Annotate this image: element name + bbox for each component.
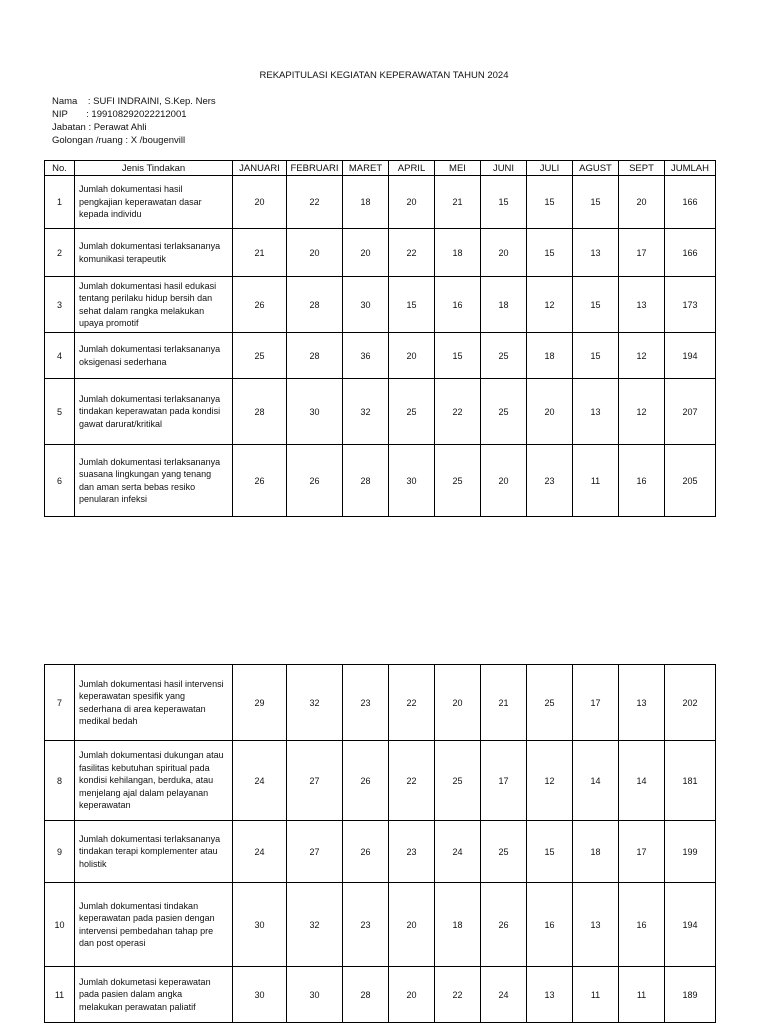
header-maret: MARET <box>343 161 389 176</box>
row-month-value: 25 <box>481 379 527 445</box>
row-total: 205 <box>665 445 716 517</box>
row-month-value: 18 <box>573 821 619 883</box>
row-month-value: 13 <box>619 665 665 741</box>
table-row <box>45 445 716 517</box>
row-month-value: 13 <box>573 379 619 445</box>
row-month-value: 24 <box>233 741 287 821</box>
table-row <box>45 379 716 445</box>
header-mei: MEI <box>435 161 481 176</box>
row-month-value: 25 <box>389 379 435 445</box>
row-month-value: 30 <box>389 445 435 517</box>
header-jumlah: JUMLAH <box>665 161 716 176</box>
row-number: 1 <box>45 176 75 229</box>
header-agust: AGUST <box>573 161 619 176</box>
row-description: Jumlah dokumentasi dukungan atau fasilitas kebutuhan spiritual pada kondisi kehilangan, berduka, atau menjelang ajal dalam pelayanan keperawatan <box>75 741 233 821</box>
row-month-value: 28 <box>287 333 343 379</box>
row-month-value: 21 <box>481 665 527 741</box>
row-month-value: 21 <box>233 229 287 277</box>
row-month-value: 23 <box>343 665 389 741</box>
table-row <box>45 176 716 229</box>
row-month-value: 20 <box>527 379 573 445</box>
row-month-value: 23 <box>389 821 435 883</box>
row-number: 10 <box>45 883 75 967</box>
info-nip: NIP : 199108292022212001 <box>52 109 187 120</box>
header-januari: JANUARI <box>233 161 287 176</box>
info-jabatan: Jabatan : Perawat Ahli <box>52 122 147 133</box>
row-month-value: 13 <box>619 277 665 333</box>
employee-info <box>52 95 216 147</box>
row-number: 5 <box>45 379 75 445</box>
row-month-value: 20 <box>435 665 481 741</box>
row-month-value: 22 <box>435 967 481 1023</box>
row-total: 166 <box>665 176 716 229</box>
row-month-value: 18 <box>343 176 389 229</box>
row-total: 173 <box>665 277 716 333</box>
row-description: Jumlah dokumentasi hasil pengkajian keperawatan dasar kepada individu <box>75 176 233 229</box>
row-month-value: 17 <box>573 665 619 741</box>
row-month-value: 17 <box>619 229 665 277</box>
row-month-value: 28 <box>343 445 389 517</box>
row-number: 7 <box>45 665 75 741</box>
row-month-value: 20 <box>481 445 527 517</box>
row-month-value: 22 <box>287 176 343 229</box>
row-month-value: 25 <box>481 333 527 379</box>
row-month-value: 17 <box>481 741 527 821</box>
row-month-value: 30 <box>233 967 287 1023</box>
row-month-value: 13 <box>527 967 573 1023</box>
row-number: 4 <box>45 333 75 379</box>
row-number: 9 <box>45 821 75 883</box>
row-total: 194 <box>665 883 716 967</box>
row-month-value: 11 <box>573 445 619 517</box>
row-month-value: 30 <box>233 883 287 967</box>
header-no: No. <box>45 161 75 176</box>
row-month-value: 25 <box>527 665 573 741</box>
row-month-value: 26 <box>481 883 527 967</box>
row-month-value: 17 <box>619 821 665 883</box>
row-month-value: 12 <box>619 379 665 445</box>
row-month-value: 26 <box>287 445 343 517</box>
row-month-value: 22 <box>389 229 435 277</box>
row-month-value: 16 <box>527 883 573 967</box>
activity-table-part2 <box>44 664 716 1023</box>
row-month-value: 14 <box>573 741 619 821</box>
row-number: 6 <box>45 445 75 517</box>
row-month-value: 15 <box>389 277 435 333</box>
header-jenis-tindakan: Jenis Tindakan <box>75 161 233 176</box>
row-month-value: 11 <box>573 967 619 1023</box>
row-month-value: 15 <box>573 277 619 333</box>
row-month-value: 32 <box>343 379 389 445</box>
row-month-value: 15 <box>527 229 573 277</box>
row-description: Jumlah dokumentasi terlaksananya oksigenasi sederhana <box>75 333 233 379</box>
table-row <box>45 883 716 967</box>
row-month-value: 12 <box>619 333 665 379</box>
row-month-value: 20 <box>481 229 527 277</box>
row-description: Jumlah dokumentasi hasil edukasi tentang perilaku hidup bersih dan sehat dalam rangka melakukan upaya promotif <box>75 277 233 333</box>
row-month-value: 28 <box>287 277 343 333</box>
row-month-value: 25 <box>233 333 287 379</box>
row-total: 207 <box>665 379 716 445</box>
row-description: Jumlah dokumentasi tindakan keperawatan pada pasien dengan intervensi pembedahan tahap pre dan post operasi <box>75 883 233 967</box>
table-row <box>45 229 716 277</box>
row-number: 8 <box>45 741 75 821</box>
page-title: REKAPITULASI KEGIATAN KEPERAWATAN TAHUN 2024 <box>259 70 509 81</box>
row-month-value: 36 <box>343 333 389 379</box>
row-month-value: 15 <box>573 333 619 379</box>
row-month-value: 15 <box>573 176 619 229</box>
row-month-value: 20 <box>287 229 343 277</box>
row-month-value: 28 <box>233 379 287 445</box>
row-description: Jumlah dokumentasi hasil intervensi keperawatan spesifik yang sederhana di area keperawatan medikal bedah <box>75 665 233 741</box>
row-month-value: 20 <box>389 176 435 229</box>
row-description: Jumlah dokumetasi keperawatan pada pasien dalam angka melakukan perawatan paliatif <box>75 967 233 1023</box>
row-month-value: 15 <box>527 176 573 229</box>
row-month-value: 23 <box>343 883 389 967</box>
row-month-value: 18 <box>481 277 527 333</box>
row-month-value: 18 <box>435 229 481 277</box>
row-month-value: 15 <box>481 176 527 229</box>
row-month-value: 32 <box>287 883 343 967</box>
header-juli: JULI <box>527 161 573 176</box>
row-month-value: 25 <box>481 821 527 883</box>
table-row <box>45 333 716 379</box>
row-month-value: 20 <box>389 967 435 1023</box>
row-month-value: 27 <box>287 821 343 883</box>
row-month-value: 16 <box>435 277 481 333</box>
row-total: 166 <box>665 229 716 277</box>
row-description: Jumlah dokumentasi terlaksananya komunikasi terapeutik <box>75 229 233 277</box>
row-number: 3 <box>45 277 75 333</box>
table-row <box>45 277 716 333</box>
row-month-value: 24 <box>233 821 287 883</box>
row-number: 11 <box>45 967 75 1023</box>
row-month-value: 12 <box>527 277 573 333</box>
row-description: Jumlah dokumentasi terlaksananya tindakan terapi komplementer atau holistik <box>75 821 233 883</box>
table-row <box>45 967 716 1023</box>
row-month-value: 20 <box>389 883 435 967</box>
row-month-value: 25 <box>435 741 481 821</box>
row-month-value: 12 <box>527 741 573 821</box>
row-month-value: 30 <box>287 967 343 1023</box>
row-month-value: 21 <box>435 176 481 229</box>
row-month-value: 20 <box>619 176 665 229</box>
info-name: Nama : SUFI INDRAINI, S.Kep. Ners <box>52 96 216 107</box>
row-month-value: 14 <box>619 741 665 821</box>
row-total: 181 <box>665 741 716 821</box>
activity-table-part1 <box>44 160 716 517</box>
row-total: 199 <box>665 821 716 883</box>
row-month-value: 24 <box>435 821 481 883</box>
row-month-value: 15 <box>527 821 573 883</box>
row-month-value: 24 <box>481 967 527 1023</box>
row-month-value: 20 <box>343 229 389 277</box>
row-month-value: 26 <box>343 821 389 883</box>
header-februari: FEBRUARI <box>287 161 343 176</box>
row-month-value: 16 <box>619 445 665 517</box>
row-month-value: 13 <box>573 229 619 277</box>
row-month-value: 16 <box>619 883 665 967</box>
row-month-value: 22 <box>389 741 435 821</box>
row-month-value: 32 <box>287 665 343 741</box>
header-april: APRIL <box>389 161 435 176</box>
header-juni: JUNI <box>481 161 527 176</box>
info-golongan: Golongan /ruang : X /bougenvill <box>52 135 186 146</box>
row-month-value: 23 <box>527 445 573 517</box>
row-month-value: 20 <box>389 333 435 379</box>
row-total: 194 <box>665 333 716 379</box>
header-sept: SEPT <box>619 161 665 176</box>
row-month-value: 18 <box>527 333 573 379</box>
row-month-value: 13 <box>573 883 619 967</box>
row-total: 202 <box>665 665 716 741</box>
row-month-value: 25 <box>435 445 481 517</box>
table-header-row <box>45 161 716 176</box>
row-month-value: 30 <box>343 277 389 333</box>
row-month-value: 30 <box>287 379 343 445</box>
table-row <box>45 821 716 883</box>
row-month-value: 28 <box>343 967 389 1023</box>
row-month-value: 22 <box>435 379 481 445</box>
row-month-value: 11 <box>619 967 665 1023</box>
row-month-value: 29 <box>233 665 287 741</box>
row-total: 189 <box>665 967 716 1023</box>
row-number: 2 <box>45 229 75 277</box>
row-month-value: 20 <box>233 176 287 229</box>
row-month-value: 22 <box>389 665 435 741</box>
table-row <box>45 665 716 741</box>
row-month-value: 18 <box>435 883 481 967</box>
row-month-value: 26 <box>233 445 287 517</box>
table-row <box>45 741 716 821</box>
row-month-value: 15 <box>435 333 481 379</box>
row-description: Jumlah dokumentasi terlaksananya suasana lingkungan yang tenang dan aman serta bebas resiko penularan infeksi <box>75 445 233 517</box>
row-description: Jumlah dokumentasi terlaksananya tindakan keperawatan pada kondisi gawat darurat/kritikal <box>75 379 233 445</box>
row-month-value: 26 <box>233 277 287 333</box>
row-month-value: 26 <box>343 741 389 821</box>
row-month-value: 27 <box>287 741 343 821</box>
